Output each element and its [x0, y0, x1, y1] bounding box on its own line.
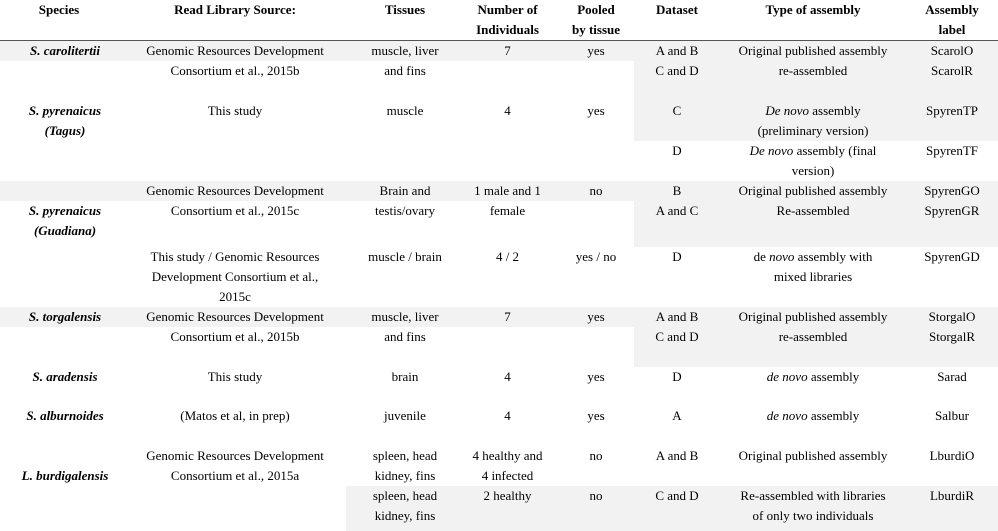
source-cell: Genomic Resources Development Consortium et al., 2015a: [146, 448, 324, 483]
species-torgalensis: S. torgalensis: [28, 309, 102, 324]
header-source: Read Library Source:: [174, 2, 296, 17]
individuals-cell: 2 healthy: [483, 488, 532, 503]
header-assembly-type: Type of assembly: [765, 2, 861, 17]
dataset-cell: A and B: [655, 448, 699, 463]
assembly-cell: Original published assembly: [738, 183, 888, 198]
pooled-cell: yes: [587, 309, 605, 324]
label-cell: SpyrenTF: [926, 143, 978, 158]
label-cell: SpyrenTP: [926, 103, 978, 118]
label-cell: SpyrenGR: [924, 203, 980, 218]
individuals-cell: 1 male and 1 female: [474, 183, 541, 218]
tissues-cell: muscle: [386, 103, 424, 118]
header-dataset: Dataset: [656, 2, 698, 17]
tissues-cell: Brain and testis/ovary: [375, 183, 435, 218]
assembly-cell: re-assembled: [778, 63, 848, 78]
source-cell: (Matos et al, in prep): [180, 408, 290, 423]
species-alburnoides: S. alburnoides: [26, 408, 104, 423]
source-cell: Genomic Resources Development Consortium et al., 2015b: [146, 309, 324, 344]
pooled-cell: no: [589, 448, 603, 463]
individuals-cell: 4 / 2: [495, 249, 520, 264]
assembly-cell: de novo assembly: [766, 408, 860, 423]
assembly-cell: re-assembled: [778, 329, 848, 344]
species-pyrenaicus-guadiana: S. pyrenaicus (Guadiana): [28, 203, 102, 238]
tissues-cell: muscle, liver and fins: [371, 43, 439, 78]
header-individuals: Number of Individuals: [476, 2, 539, 37]
assembly-cell: De novo assembly (preliminary version): [757, 103, 869, 138]
tissues-cell: brain: [391, 369, 419, 384]
label-cell: ScarolR: [931, 63, 973, 78]
dataset-cell: C: [672, 103, 682, 118]
dataset-cell: D: [672, 143, 682, 158]
header-species: Species: [38, 2, 80, 17]
label-cell: ScarolO: [930, 43, 974, 58]
individuals-cell: 4 healthy and 4 infected: [472, 448, 543, 483]
pooled-cell: yes: [587, 103, 605, 118]
tissues-cell: muscle, liver and fins: [371, 309, 439, 344]
assembly-cell: Original published assembly: [738, 309, 888, 324]
pooled-cell: no: [589, 183, 603, 198]
pooled-cell: yes / no: [575, 249, 617, 264]
pooled-cell: no: [589, 488, 603, 503]
species-pyrenaicus-tagus: S. pyrenaicus (Tagus): [28, 103, 102, 138]
dataset-cell: C and D: [655, 63, 699, 78]
individuals-cell: 4: [504, 103, 511, 118]
species-burdigalensis: L. burdigalensis: [21, 468, 109, 483]
dataset-cell: D: [672, 369, 682, 384]
label-cell: SpyrenGO: [924, 183, 980, 198]
label-cell: StorgalR: [929, 329, 975, 344]
dataset-cell: A and C: [655, 203, 699, 218]
pooled-cell: yes: [587, 369, 605, 384]
assembly-cell: Re-assembled: [776, 203, 850, 218]
source-cell: Genomic Resources Development Consortium et al., 2015c: [146, 183, 324, 218]
label-cell: Sarad: [937, 369, 967, 384]
pooled-cell: yes: [587, 408, 605, 423]
assembly-cell: Original published assembly: [738, 43, 888, 58]
label-cell: SpyrenGD: [924, 249, 980, 264]
source-cell: This study / Genomic Resources Development Consortium et al., 2015c: [150, 249, 320, 304]
pooled-cell: yes: [587, 43, 605, 58]
tissues-cell: muscle / brain: [368, 249, 442, 264]
tissues-cell: spleen, head kidney, fins: [372, 488, 438, 523]
label-cell: StorgalO: [928, 309, 976, 324]
assembly-cell: de novo assembly with mixed libraries: [753, 249, 873, 284]
label-cell: LburdiR: [929, 488, 975, 503]
individuals-cell: 7: [504, 43, 511, 58]
tissues-cell: juvenile: [384, 408, 426, 423]
header-tissues: Tissues: [384, 2, 426, 17]
tissues-cell: spleen, head kidney, fins: [372, 448, 438, 483]
individuals-cell: 4: [504, 369, 511, 384]
assembly-cell: de novo assembly: [766, 369, 860, 384]
dataset-cell: A and B: [655, 309, 699, 324]
dataset-cell: B: [672, 183, 682, 198]
species-aradensis: S. aradensis: [32, 369, 98, 384]
species-carolitertii: S. carolitertii: [29, 43, 101, 58]
source-cell: Genomic Resources Development Consortium et al., 2015b: [146, 43, 324, 78]
dataset-cell: C and D: [655, 488, 699, 503]
assembly-cell: Original published assembly: [738, 448, 888, 463]
individuals-cell: 7: [504, 309, 511, 324]
dataset-cell: C and D: [655, 329, 699, 344]
header-label: Assembly label: [925, 2, 979, 37]
dataset-cell: A: [672, 408, 682, 423]
label-cell: LburdiO: [929, 448, 975, 463]
individuals-cell: 4: [504, 408, 511, 423]
dataset-cell: A and B: [655, 43, 699, 58]
assembly-cell: Re-assembled with libraries of only two individuals: [740, 488, 886, 523]
label-cell: Salbur: [935, 408, 969, 423]
header-pooled: Pooled by tissue: [571, 2, 621, 37]
dataset-cell: D: [672, 249, 682, 264]
source-cell: This study: [207, 103, 263, 118]
assembly-cell: De novo assembly (final version): [749, 143, 877, 178]
source-cell: This study: [207, 369, 263, 384]
